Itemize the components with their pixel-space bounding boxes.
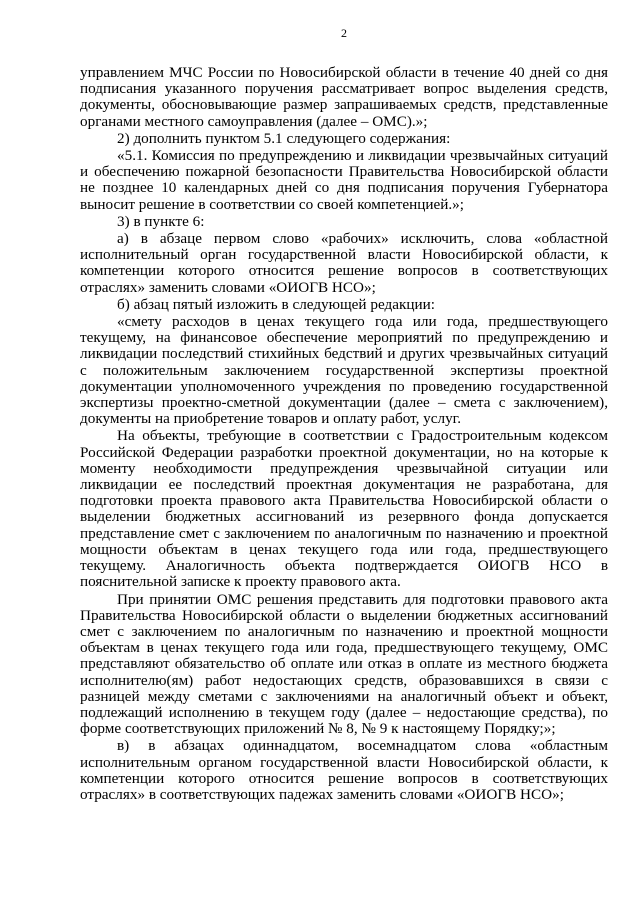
paragraph-subitem-v: в) в абзацах одиннадцатом, восемнадцатом слова «областным исполнительным органом государственной власти Новосибирской области, к компетенции которого относится решение вопросов в соответствующих отраслях» в соответствующих падежах заменить словами «ОИОГВ НСО»;: [80, 737, 608, 803]
paragraph-subitem-b: б) абзац пятый изложить в следующей редакции:: [117, 295, 435, 313]
paragraph-objects: На объекты, требующие в соответствии с Градостроительным кодексом Российской Федерации разработки проектной документации, но на которые к моменту необходимости предупреждения чрезвычайной ситуации или ликвидации ее последствий проектная документация не разработана, для подготовки проекта правового акта Правительства Новосибирской области о выделении бюджетных ассигнований из резервного фонда допускается представление смет с заключением по аналогичным по назначению и проектной мощности объектам в ценах текущего года или года, предшествующего текущему. Аналогичность объекта подтверждается ОИОГВ НСО в пояснительной записке к проекту правового акта.: [80, 427, 608, 591]
paragraph-estimate: «смету расходов в ценах текущего года или года, предшествующего текущему, на финансовое обеспечение мероприятий по предупреждению и ликвидации последствий стихийных бедствий и других чрезвычайных ситуаций с положительным заключением государственной экспертизы проектной документации уполномоченного учреждения по проведению государственной экспертизы проектно-сметной документации (далее – смета с заключением), документы на приобретение товаров и оплату работ, услуг.: [80, 313, 608, 428]
paragraph-item-2: 2) дополнить пунктом 5.1 следующего содержания:: [117, 129, 451, 147]
page-number: 2: [341, 26, 347, 40]
paragraph-oms-decision: При принятии ОМС решения представить для подготовки правового акта Правительства Новосибирской области о выделении бюджетных ассигнований смет с заключением по аналогичным по назначению и проектной мощности объектам в ценах текущего года или года, предшествующего текущему, ОМС представляют обязательство об оплате или отказ в оплате из местного бюджета исполнителю(ям) работ недостающих средств, образовавшихся в связи с разницей между сметами с заключениями на аналогичный объект и объект, подлежащий исполнению в текущем году (далее – недостающие средства), по форме соответствующих приложений № 8, № 9 к настоящему Порядку;»;: [80, 590, 608, 738]
document-page: [80, 26, 608, 803]
paragraph-5-1-text: «5.1. Комиссия по предупреждению и ликвидации чрезвычайных ситуаций и обеспечению пожарной безопасности Правительства Новосибирской области не позднее 10 календарных дней со дня подписания поручения Губернатора выносит решение в соответствии со своей компетенцией.»;: [80, 147, 608, 213]
paragraph-subitem-a: а) в абзаце первом слово «рабочих» исключить, слова «областной исполнительный орган государственной власти Новосибирской области, к компетенции которого относится решение вопросов в соответствующих отраслях» заменить словами «ОИОГВ НСО»;: [80, 230, 608, 296]
paragraph-item-3: 3) в пункте 6:: [117, 212, 205, 230]
paragraph-continuation: управлением МЧС России по Новосибирской области в течение 40 дней со дня подписания указанного поручения рассматривает вопрос выделения средств, документы, обосновывающие размер запрашиваемых средств, представленные органами местного самоуправления (далее – ОМС).»;: [80, 64, 608, 130]
